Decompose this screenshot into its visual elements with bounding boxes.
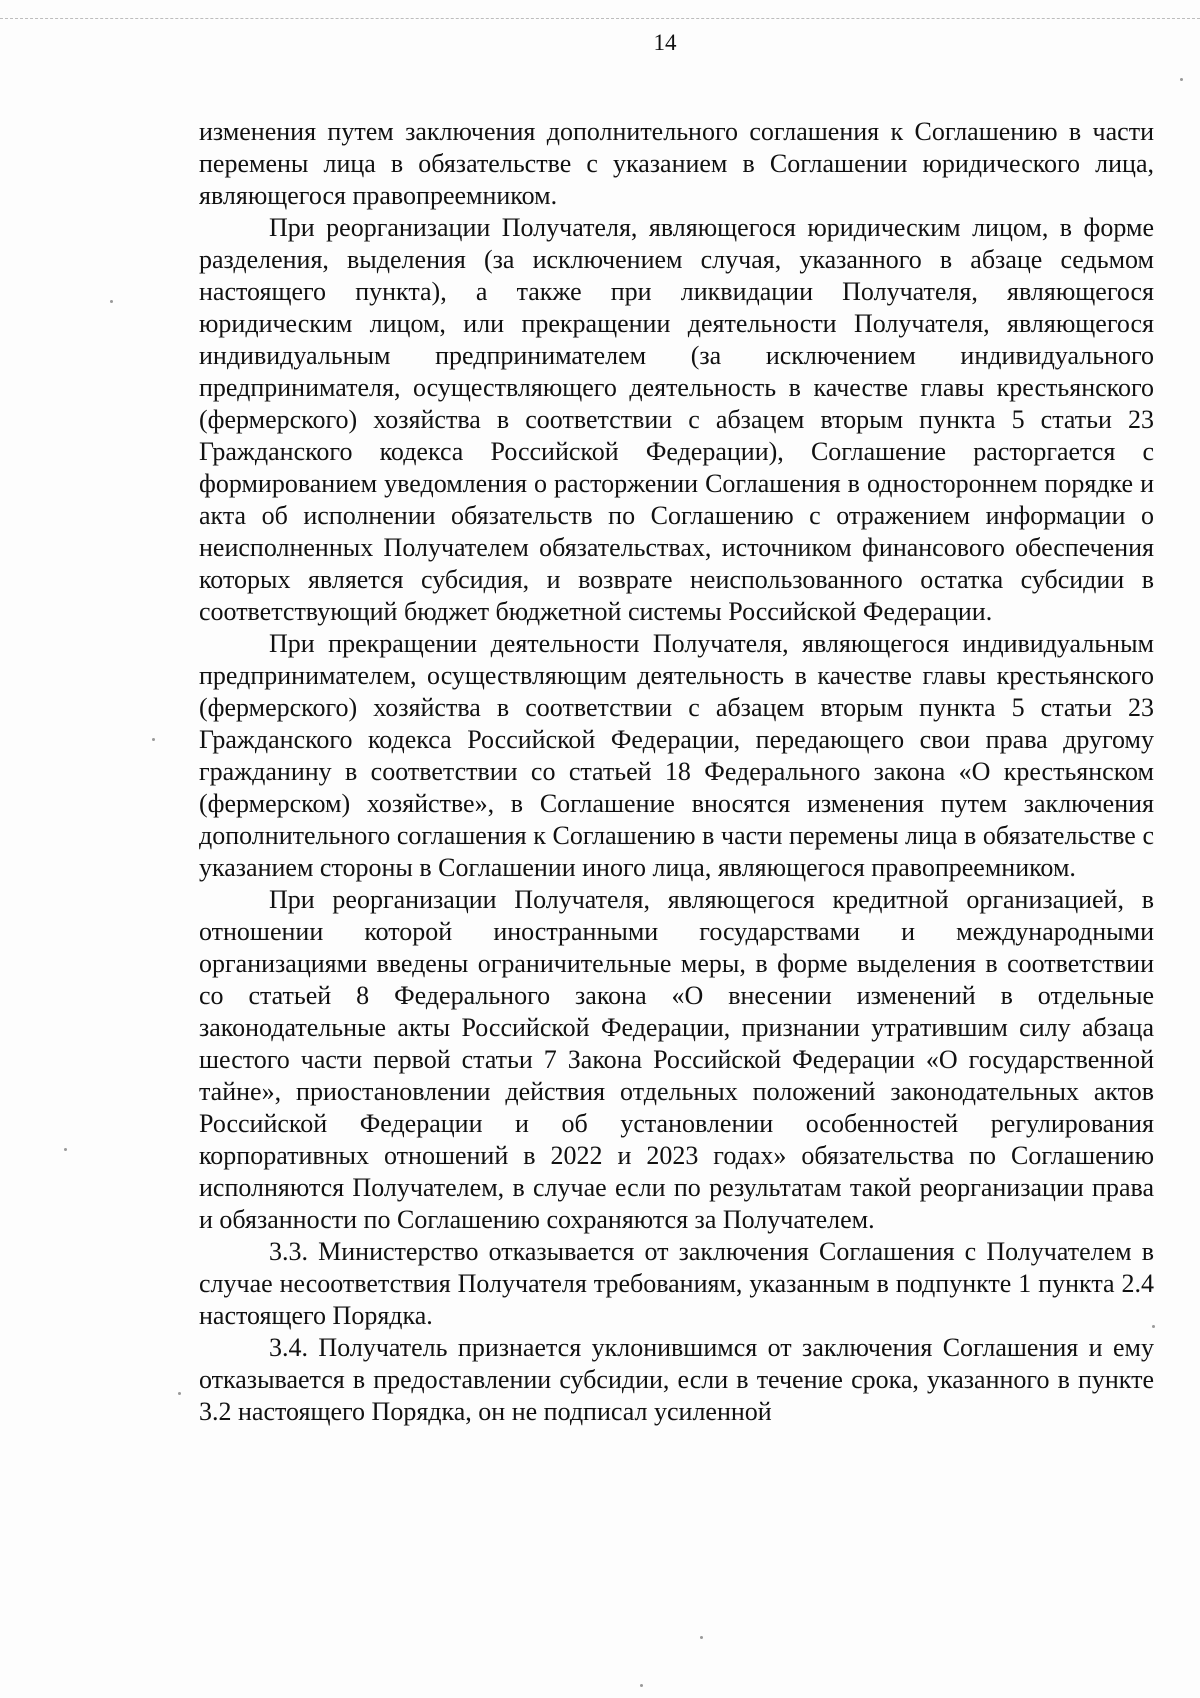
- scan-speck: [64, 1148, 67, 1151]
- scan-speck: [640, 1684, 643, 1687]
- paragraph-3: При прекращении деятельности Получателя, являющегося индивидуальным предпринимателем, осуществляющим деятельность в качестве главы крестьянского (фермерского) хозяйства в соответствии с абзацем вторым пункта 5 статьи 23 Гражданского кодекса Российской Федерации, передающего свои права другому гражданину в соответствии со статьей 18 Федерального закона «О крестьянском (фермерском) хозяйстве», в Соглашение вносятся изменения путем заключения дополнительного соглашения к Соглашению в части перемены лица в обязательстве с указанием стороны в Соглашении иного лица, являющегося правопреемником.: [199, 629, 1154, 882]
- paragraph-5: 3.3. Министерство отказывается от заключения Соглашения с Получателем в случае несоответствия Получателя требованиям, указанным в подпункте 1 пункта 2.4 настоящего Порядка.: [199, 1237, 1154, 1330]
- paragraph-6: 3.4. Получатель признается уклонившимся от заключения Соглашения и ему отказывается в предоставлении субсидии, если в течение срока, указанного в пункте 3.2 настоящего Порядка, он не подписал усиленной: [199, 1333, 1154, 1426]
- document-body: [199, 116, 1154, 1428]
- scan-speck: [110, 300, 113, 303]
- scan-speck: [1152, 1325, 1155, 1328]
- scan-speck: [152, 738, 155, 741]
- scan-speck: [700, 1636, 703, 1639]
- paragraph-4: При реорганизации Получателя, являющегося кредитной организацией, в отношении которой иностранными государствами и международными организациями введены ограничительные меры, в форме выделения в соответствии со статьей 8 Федерального закона «О внесении изменений в отдельные законодательные акты Российской Федерации, признании утратившим силу абзаца шестого части первой статьи 7 Закона Российской Федерации «О государственной тайне», приостановлении действия отдельных положений законодательных актов Российской Федерации и об установлении особенностей регулирования корпоративных отношений в 2022 и 2023 годах» обязательства по Соглашению исполняются Получателем, в случае если по результатам такой реорганизации права и обязанности по Соглашению сохраняются за Получателем.: [199, 885, 1154, 1234]
- scan-speck: [1180, 78, 1183, 81]
- paragraph-1: изменения путем заключения дополнительного соглашения к Соглашению в части перемены лица в обязательстве с указанием в Соглашении юридического лица, являющегося правопреемником.: [199, 117, 1154, 210]
- page-top-edge: [0, 18, 1200, 19]
- paragraph-2: При реорганизации Получателя, являющегося юридическим лицом, в форме разделения, выделения (за исключением случая, указанного в абзаце седьмом настоящего пункта), а также при ликвидации Получателя, являющегося юридическим лицом, или прекращении деятельности Получателя, являющегося индивидуальным предпринимателем (за исключением индивидуального предпринимателя, осуществляющего деятельность в качестве главы крестьянского (фермерского) хозяйства в соответствии с абзацем вторым пункта 5 статьи 23 Гражданского кодекса Российской Федерации), Соглашение расторгается с формированием уведомления о расторжении Соглашения в одностороннем порядке и акта об исполнении обязательств по Соглашению с отражением информации о неисполненных Получателем обязательствах, источником финансового обеспечения которых является субсидия, и возврате неиспользованного остатка субсидии в соответствующий бюджет бюджетной системы Российской Федерации.: [199, 213, 1154, 626]
- scan-speck: [178, 1392, 181, 1395]
- page-number: 14: [653, 30, 677, 55]
